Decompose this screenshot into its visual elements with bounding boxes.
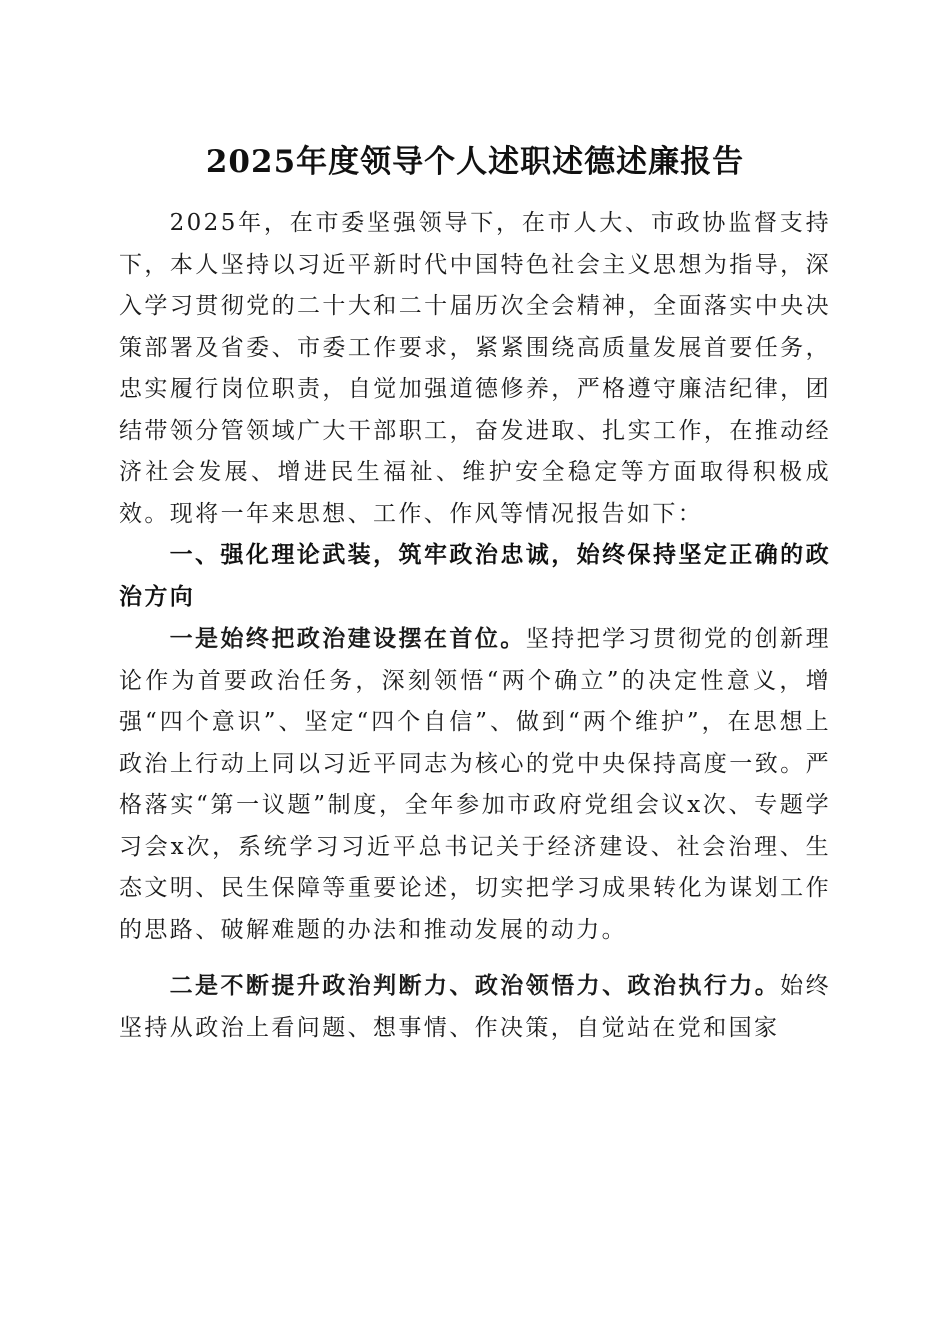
item-paragraph-1 [119, 618, 831, 951]
document-body [119, 203, 831, 1049]
item-paragraph-2 [119, 965, 831, 1049]
item-lead-1: 一是始终把政治建设摆在首位。 [169, 625, 526, 652]
document-title: 2025年度领导个人述职述德述廉报告 [205, 144, 745, 180]
item-text-1: 坚持把学习贯彻党的创新理论作为首要政治任务，深刻领悟“两个确立”的决定性意义，增强“四个意识”、坚定“四个自信”、做到“两个维护”，在思想上政治上行动上同以习近平同志为核心的党中央保持高度一致。严格落实“第一议题”制度，全年参加市政府党组会议x次、专题学习会x次，系统学习习近平总书记关于经济建设、社会治理、生态文明、民生保障等重要论述，切实把学习成果转化为谋划工作的思路、破解难题的办法和推动发展的动力。 [119, 626, 831, 943]
intro-paragraph: 2025年，在市委坚强领导下，在市人大、市政协监督支持下，本人坚持以习近平新时代中国特色社会主义思想为指导，深入学习贯彻党的二十大和二十届历次全会精神，全面落实中央决策部署及省委、市委工作要求，紧紧围绕高质量发展首要任务，忠实履行岗位职责，自觉加强道德修养，严格遵守廉洁纪律，团结带领分管领域广大干部职工，奋发进取、扎实工作，在推动经济社会发展、增进民生福祉、维护安全稳定等方面取得积极成效。现将一年来思想、工作、作风等情况报告如下： [119, 210, 831, 527]
item-text-2: 始终坚持从政治上看问题、想事情、作决策，自觉站在党和国家 [119, 973, 831, 1041]
item-lead-2: 二是不断提升政治判断力、政治领悟力、政治执行力。 [169, 972, 781, 999]
section-heading: 一、强化理论武装，筑牢政治忠诚，始终保持坚定正确的政治方向 [119, 542, 831, 610]
